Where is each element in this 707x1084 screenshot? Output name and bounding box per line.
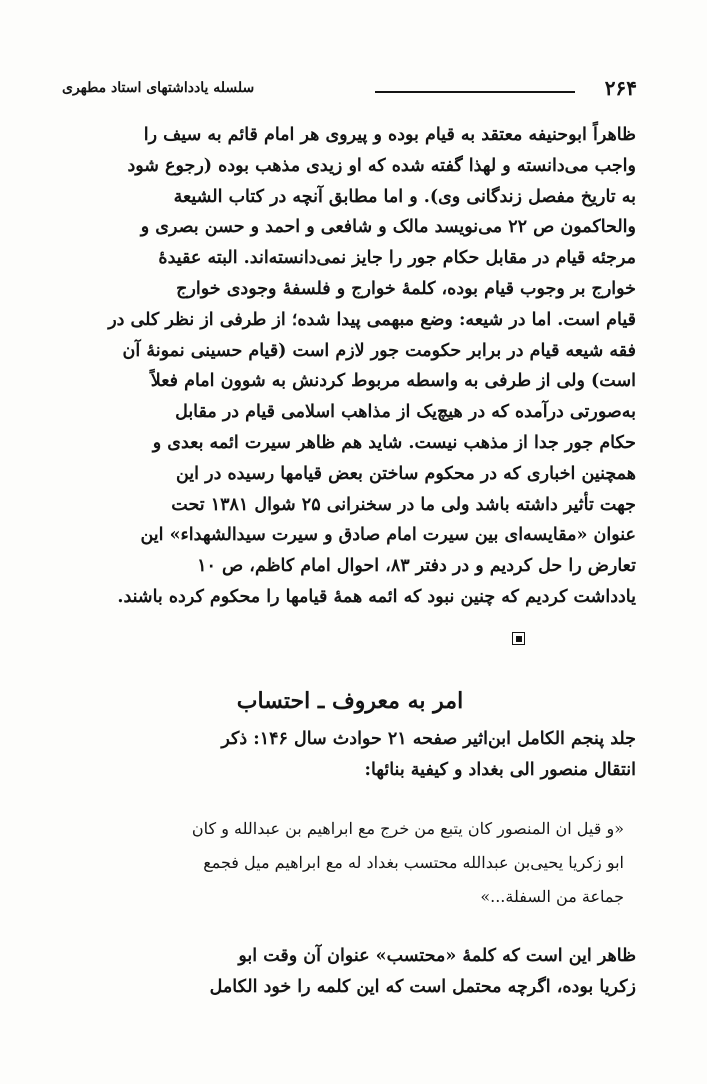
text-line: ظاهر این است که کلمهٔ «محتسب» عنوان آن وقت ابو bbox=[238, 946, 636, 966]
text-line: قیام است. اما در شیعه: وضع مبهمی پیدا شده؛ از طرفی از نظر کلی در bbox=[108, 309, 636, 330]
arabic-quote bbox=[74, 812, 624, 914]
header-rule bbox=[375, 91, 575, 93]
reference-paragraph bbox=[64, 724, 636, 786]
quote-line: ابو زکریا یحیی‌بن عبدالله محتسب بغداد له مع ابراهیم میل فجمع bbox=[203, 853, 624, 872]
text-line: جهت تأثیر داشته باشد ولی ما در سخنرانی ۲۵ شوال ۱۳۸۱ تحت bbox=[171, 494, 636, 515]
text-line: ظاهراً ابوحنیفه معتقد به قیام بوده و پیروی هر امام قائم به سیف را bbox=[143, 125, 636, 145]
page-number: ۲۶۴ bbox=[604, 76, 637, 100]
text-line: تعارض را حل کردیم و در دفتر ۸۳، احوال امام کاظم، ص ۱۰ bbox=[197, 556, 636, 577]
section-heading: امر به معروف ـ احتساب bbox=[236, 688, 464, 714]
text-line: به‌صورتی درآمده که در هیچ‌یک از مذاهب اسلامی قیام در مقابل bbox=[175, 402, 636, 423]
text-line: زکریا بوده، اگرچه محتمل است که این کلمه را خود الکامل bbox=[209, 976, 636, 997]
quote-line: جماعة من السفلة...» bbox=[480, 887, 624, 906]
text-line: یادداشت کردیم که چنین نبود که ائمه همهٔ قیامها را محکوم کرده باشند. bbox=[117, 586, 636, 607]
text-line: مرجئه قیام در مقابل حکام جور را جایز نمی‌دانسته‌اند. البته عقیدهٔ bbox=[158, 248, 636, 269]
page-header bbox=[62, 74, 637, 110]
text-line: انتقال منصور الی بغداد و کیفیة بنائها: bbox=[364, 759, 636, 780]
text-line: فقه شیعه قیام در برابر حکومت جور لازم است (قیام حسینی نمونهٔ آن bbox=[122, 340, 636, 361]
section-end-icon bbox=[512, 632, 525, 645]
series-title: سلسله یادداشتهای استاد مطهری bbox=[62, 80, 255, 96]
text-line: جلد پنجم الکامل ابن‌اثیر صفحه ۲۱ حوادث سال ۱۴۶: ذکر bbox=[221, 729, 636, 749]
text-line: والحاکمون ص ۲۲ می‌نویسد مالک و شافعی و احمد و حسن بصری و bbox=[140, 217, 636, 238]
text-line: عنوان «مقایسه‌ای بین سیرت امام صادق و سیرت سیدالشهداء» این bbox=[140, 525, 636, 546]
text-line: است) ولی از طرفی به واسطه مربوط کردنش به شوون امام فعلاً bbox=[150, 371, 636, 392]
text-line: همچنین اخباری که در محکوم ساختن بعض قیامها رسیده در این bbox=[175, 463, 636, 484]
text-line: خوارج بر وجوب قیام بوده، کلمهٔ خوارج و فلسفهٔ وجودی خوارج bbox=[176, 278, 636, 299]
quote-line: «و قیل ان المنصور کان یتبع من خرج مع ابراهیم بن عبدالله و کان bbox=[191, 819, 624, 838]
main-paragraph bbox=[64, 120, 636, 613]
closing-paragraph bbox=[64, 940, 636, 1002]
text-line: حکام جور جدا از مذهب نیست. شاید هم ظاهر سیرت ائمه بعدی و bbox=[152, 432, 636, 453]
text-line: واجب می‌دانسته و لهذا گفته شده که او زیدی مذهب بوده (رجوع شود bbox=[127, 155, 636, 176]
text-line: به تاریخ مفصل زندگانی وی). و اما مطابق آنچه در کتاب الشیعة bbox=[173, 186, 636, 207]
